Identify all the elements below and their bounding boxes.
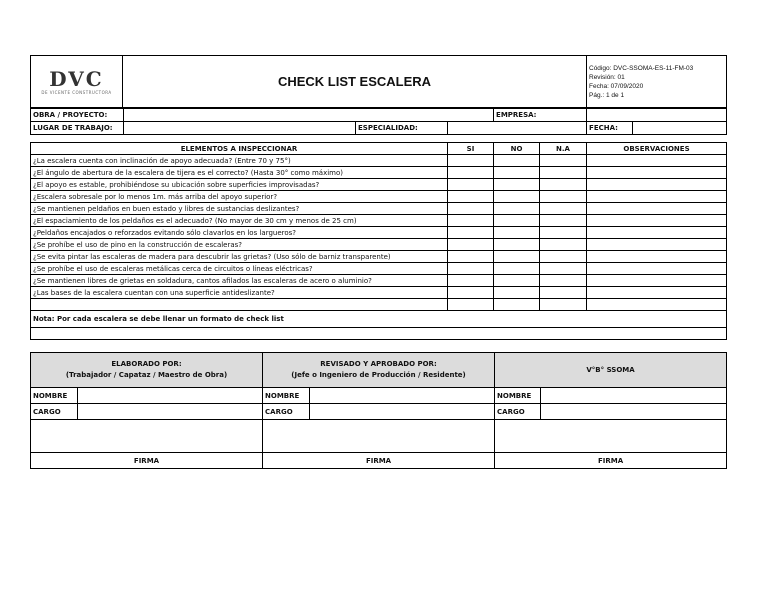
obs-cell[interactable]: [587, 179, 727, 191]
no-cell[interactable]: [494, 239, 540, 251]
table-row: [31, 215, 727, 227]
na-cell[interactable]: [540, 155, 587, 167]
si-cell[interactable]: [448, 215, 494, 227]
item-text: ¿Se mantienen libres de grietas en soldadura, cantos afilados las escaleras de acero o aluminio?: [31, 275, 448, 287]
nombre-field-elaborado[interactable]: [78, 388, 263, 404]
no-cell[interactable]: [494, 191, 540, 203]
table-row: [31, 203, 727, 215]
no-cell[interactable]: [494, 227, 540, 239]
checklist-table: [30, 142, 727, 340]
lugar-label: LUGAR DE TRABAJO:: [31, 122, 124, 135]
doc-revision: Revisión: 01: [589, 73, 625, 81]
no-cell[interactable]: [494, 263, 540, 275]
signature-box-revisado[interactable]: [263, 420, 495, 453]
na-cell[interactable]: [540, 227, 587, 239]
obs-cell[interactable]: [587, 191, 727, 203]
na-cell[interactable]: [540, 275, 587, 287]
si-cell[interactable]: [448, 203, 494, 215]
obs-cell[interactable]: [587, 299, 727, 311]
signature-box-vobo[interactable]: [495, 420, 727, 453]
vobo-header: V°B° SSOMA: [495, 353, 727, 388]
cargo-label: CARGO: [495, 404, 541, 420]
table-row: [31, 263, 727, 275]
nombre-field-vobo[interactable]: [541, 388, 727, 404]
document-title: CHECK LIST ESCALERA: [123, 56, 587, 108]
logo-cell: [31, 56, 123, 108]
table-row: [31, 179, 727, 191]
si-cell[interactable]: [448, 275, 494, 287]
firma-label-revisado: FIRMA: [263, 453, 495, 469]
cargo-field-elaborado[interactable]: [78, 404, 263, 420]
fecha-label: FECHA:: [587, 122, 633, 135]
na-cell[interactable]: [540, 191, 587, 203]
no-cell[interactable]: [494, 167, 540, 179]
logo-subtitle: DE VICENTE CONSTRUCTORA: [41, 89, 112, 95]
obra-label: OBRA / PROYECTO:: [31, 109, 124, 122]
empresa-label: EMPRESA:: [494, 109, 587, 122]
especialidad-field[interactable]: [448, 122, 587, 135]
cargo-field-revisado[interactable]: [310, 404, 495, 420]
si-cell[interactable]: [448, 191, 494, 203]
no-cell[interactable]: [494, 155, 540, 167]
na-cell[interactable]: [540, 167, 587, 179]
doc-page: Pág.: 1 de 1: [589, 91, 625, 99]
no-cell[interactable]: [494, 203, 540, 215]
na-cell[interactable]: [540, 287, 587, 299]
table-row: [31, 239, 727, 251]
table-row: [31, 287, 727, 299]
no-cell[interactable]: [494, 287, 540, 299]
na-cell[interactable]: [540, 179, 587, 191]
obs-cell[interactable]: [587, 155, 727, 167]
revisado-title: REVISADO Y APROBADO POR:: [320, 360, 437, 368]
na-cell[interactable]: [540, 203, 587, 215]
si-cell[interactable]: [448, 227, 494, 239]
spacer-row: [31, 328, 727, 340]
obs-cell[interactable]: [587, 275, 727, 287]
na-cell[interactable]: [540, 215, 587, 227]
si-cell[interactable]: [448, 287, 494, 299]
table-row: [31, 275, 727, 287]
obs-cell[interactable]: [587, 227, 727, 239]
form-header: [30, 55, 727, 108]
fecha-field[interactable]: [633, 122, 727, 135]
item-text: ¿El espaciamiento de los peldaños es el adecuado? (No mayor de 30 cm y menos de 25 cm): [31, 215, 448, 227]
item-text: ¿Se mantienen peldaños en buen estado y libres de sustancias deslizantes?: [31, 203, 448, 215]
cargo-label: CARGO: [31, 404, 78, 420]
empresa-field[interactable]: [587, 109, 727, 122]
obs-cell[interactable]: [587, 203, 727, 215]
elaborado-subtitle: (Trabajador / Capataz / Maestro de Obra): [65, 371, 228, 379]
firma-label-elaborado: FIRMA: [31, 453, 263, 469]
col-no: NO: [494, 143, 540, 155]
no-cell[interactable]: [494, 179, 540, 191]
obra-field[interactable]: [124, 109, 494, 122]
obs-cell[interactable]: [587, 215, 727, 227]
col-elementos: ELEMENTOS A INSPECCIONAR: [31, 143, 448, 155]
doc-code: Código: DVC-SSOMA-ES-11-FM-03: [589, 64, 694, 72]
company-logo: DVC: [49, 66, 104, 91]
signature-box-elaborado[interactable]: [31, 420, 263, 453]
especialidad-label: ESPECIALIDAD:: [356, 122, 448, 135]
si-cell[interactable]: [448, 299, 494, 311]
na-cell[interactable]: [540, 251, 587, 263]
note-text: Nota: Por cada escalera se debe llenar un formato de check list: [31, 311, 727, 328]
item-text: ¿Se prohíbe el uso de pino en la construcción de escaleras?: [31, 239, 448, 251]
nombre-label: NOMBRE: [31, 388, 78, 404]
item-text: ¿El apoyo es estable, prohibiéndose su ubicación sobre superficies improvisadas?: [31, 179, 448, 191]
si-cell[interactable]: [448, 263, 494, 275]
si-cell[interactable]: [448, 239, 494, 251]
table-row: [31, 155, 727, 167]
item-text: ¿Peldaños encajados o reforzados evitando sólo clavarlos en los largueros?: [31, 227, 448, 239]
elaborado-header: [31, 353, 263, 388]
si-cell[interactable]: [448, 179, 494, 191]
cargo-label: CARGO: [263, 404, 310, 420]
item-text: [31, 299, 448, 311]
item-text: ¿Se evita pintar las escaleras de madera para descubrir las grietas? (Uso sólo de barniz transparente): [31, 251, 448, 263]
item-text: ¿Escalera sobresale por lo menos 1m. más arriba del apoyo superior?: [31, 191, 448, 203]
item-text: ¿El ángulo de abertura de la escalera de tijera es el correcto? (Hasta 30° como máximo): [31, 167, 448, 179]
no-cell[interactable]: [494, 215, 540, 227]
na-cell[interactable]: [540, 299, 587, 311]
firma-label-vobo: FIRMA: [495, 453, 727, 469]
info-fields: [30, 108, 727, 135]
nombre-label: NOMBRE: [495, 388, 541, 404]
table-row: [31, 299, 727, 311]
si-cell[interactable]: [448, 251, 494, 263]
doc-date: Fecha: 07/09/2020: [589, 82, 644, 90]
nombre-label: NOMBRE: [263, 388, 310, 404]
obs-cell[interactable]: [587, 167, 727, 179]
col-si: SI: [448, 143, 494, 155]
table-row: [31, 227, 727, 239]
no-cell[interactable]: [494, 299, 540, 311]
col-na: N.A: [540, 143, 587, 155]
obs-cell[interactable]: [587, 239, 727, 251]
obs-cell[interactable]: [587, 263, 727, 275]
table-row: [31, 167, 727, 179]
table-row: [31, 251, 727, 263]
nombre-field-revisado[interactable]: [310, 388, 495, 404]
lugar-field[interactable]: [124, 122, 356, 135]
table-row: [31, 191, 727, 203]
signature-table: [30, 352, 727, 469]
elaborado-title: ELABORADO POR:: [111, 360, 182, 368]
obs-cell[interactable]: [587, 287, 727, 299]
na-cell[interactable]: [540, 263, 587, 275]
revisado-header: [263, 353, 495, 388]
si-cell[interactable]: [448, 155, 494, 167]
na-cell[interactable]: [540, 239, 587, 251]
no-cell[interactable]: [494, 275, 540, 287]
cargo-field-vobo[interactable]: [541, 404, 727, 420]
si-cell[interactable]: [448, 167, 494, 179]
document-meta: [587, 56, 727, 108]
revisado-subtitle: (Jefe o Ingeniero de Producción / Residente): [291, 371, 466, 379]
item-text: ¿Las bases de la escalera cuentan con una superficie antideslizante?: [31, 287, 448, 299]
obs-cell[interactable]: [587, 251, 727, 263]
item-text: ¿La escalera cuenta con inclinación de apoyo adecuada? (Entre 70 y 75°): [31, 155, 448, 167]
item-text: ¿Se prohíbe el uso de escaleras metálicas cerca de circuitos o líneas eléctricas?: [31, 263, 448, 275]
col-observaciones: OBSERVACIONES: [587, 143, 727, 155]
no-cell[interactable]: [494, 251, 540, 263]
